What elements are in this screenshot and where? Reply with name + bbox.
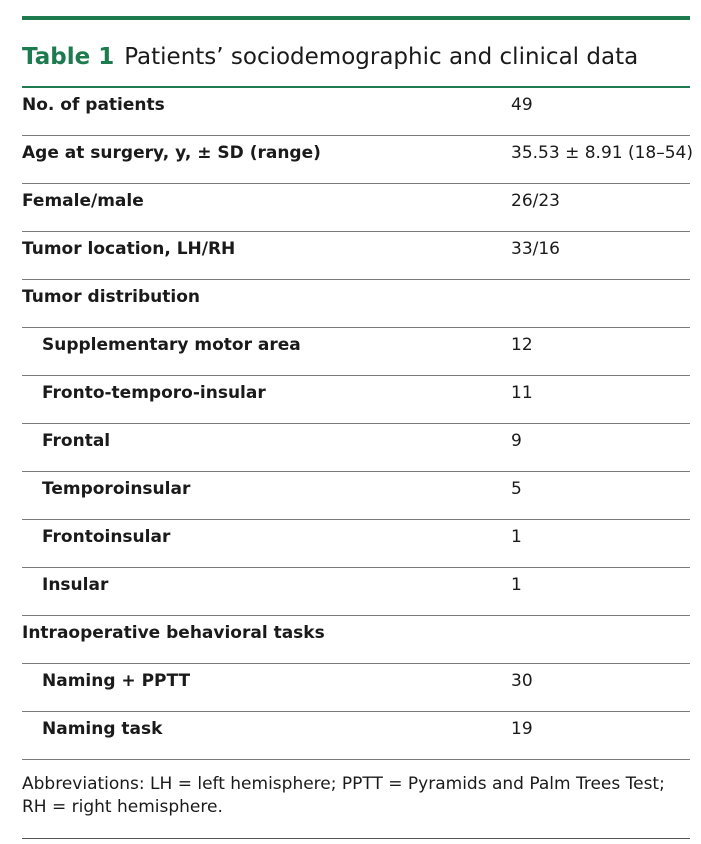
- row-value: 1: [511, 527, 522, 547]
- row-value: 26/23: [511, 191, 560, 211]
- row-value: 35.53 ± 8.91 (18–54): [511, 143, 694, 163]
- row-label: Tumor location, LH/RH: [22, 239, 236, 259]
- section-label: Tumor distribution: [22, 287, 200, 307]
- table-row: [22, 136, 694, 184]
- table-subrow: [22, 520, 690, 568]
- row-label: No. of patients: [22, 95, 165, 115]
- table-footnote: Abbreviations: LH = left hemisphere; PPTT = Pyramids and Palm Trees Test; RH = right hemisphere.: [22, 774, 665, 817]
- row-value: 49: [511, 95, 533, 115]
- table-caption: [22, 42, 638, 72]
- row-value: 12: [511, 335, 533, 355]
- table-section-row: [22, 616, 690, 664]
- row-label: Supplementary motor area: [42, 335, 301, 355]
- table-subrow: [22, 712, 690, 760]
- table-row: [22, 232, 690, 280]
- bottom-rule: [22, 838, 690, 839]
- table-subrow: [22, 472, 690, 520]
- table-subrow: [22, 664, 690, 712]
- table-label: Table 1: [22, 44, 115, 70]
- table-subrow: [22, 568, 690, 616]
- section-label: Intraoperative behavioral tasks: [22, 623, 325, 643]
- table-subrow: [22, 424, 690, 472]
- row-label: Age at surgery, y, ± SD (range): [22, 143, 321, 163]
- table-section-row: [22, 280, 690, 328]
- row-label: Frontoinsular: [42, 527, 171, 547]
- table-row: [22, 88, 690, 136]
- table-subrow: [22, 328, 690, 376]
- data-table: [22, 88, 694, 760]
- row-value: 1: [511, 575, 522, 595]
- table-row: [22, 184, 690, 232]
- row-value: 30: [511, 671, 533, 691]
- row-value: 19: [511, 719, 533, 739]
- row-label: Insular: [42, 575, 109, 595]
- table-subrow: [22, 376, 690, 424]
- row-value: 11: [511, 383, 533, 403]
- top-rule: [22, 16, 690, 20]
- row-label: Naming task: [42, 719, 163, 739]
- row-value: 33/16: [511, 239, 560, 259]
- row-label: Temporoinsular: [42, 479, 191, 499]
- row-label: Frontal: [42, 431, 111, 451]
- row-value: 9: [511, 431, 522, 451]
- table-title: Patients’ sociodemographic and clinical data: [124, 44, 639, 70]
- row-value: 5: [511, 479, 522, 499]
- row-label: Female/male: [22, 191, 144, 211]
- row-label: Fronto-temporo-insular: [42, 383, 266, 403]
- row-label: Naming + PPTT: [42, 671, 191, 691]
